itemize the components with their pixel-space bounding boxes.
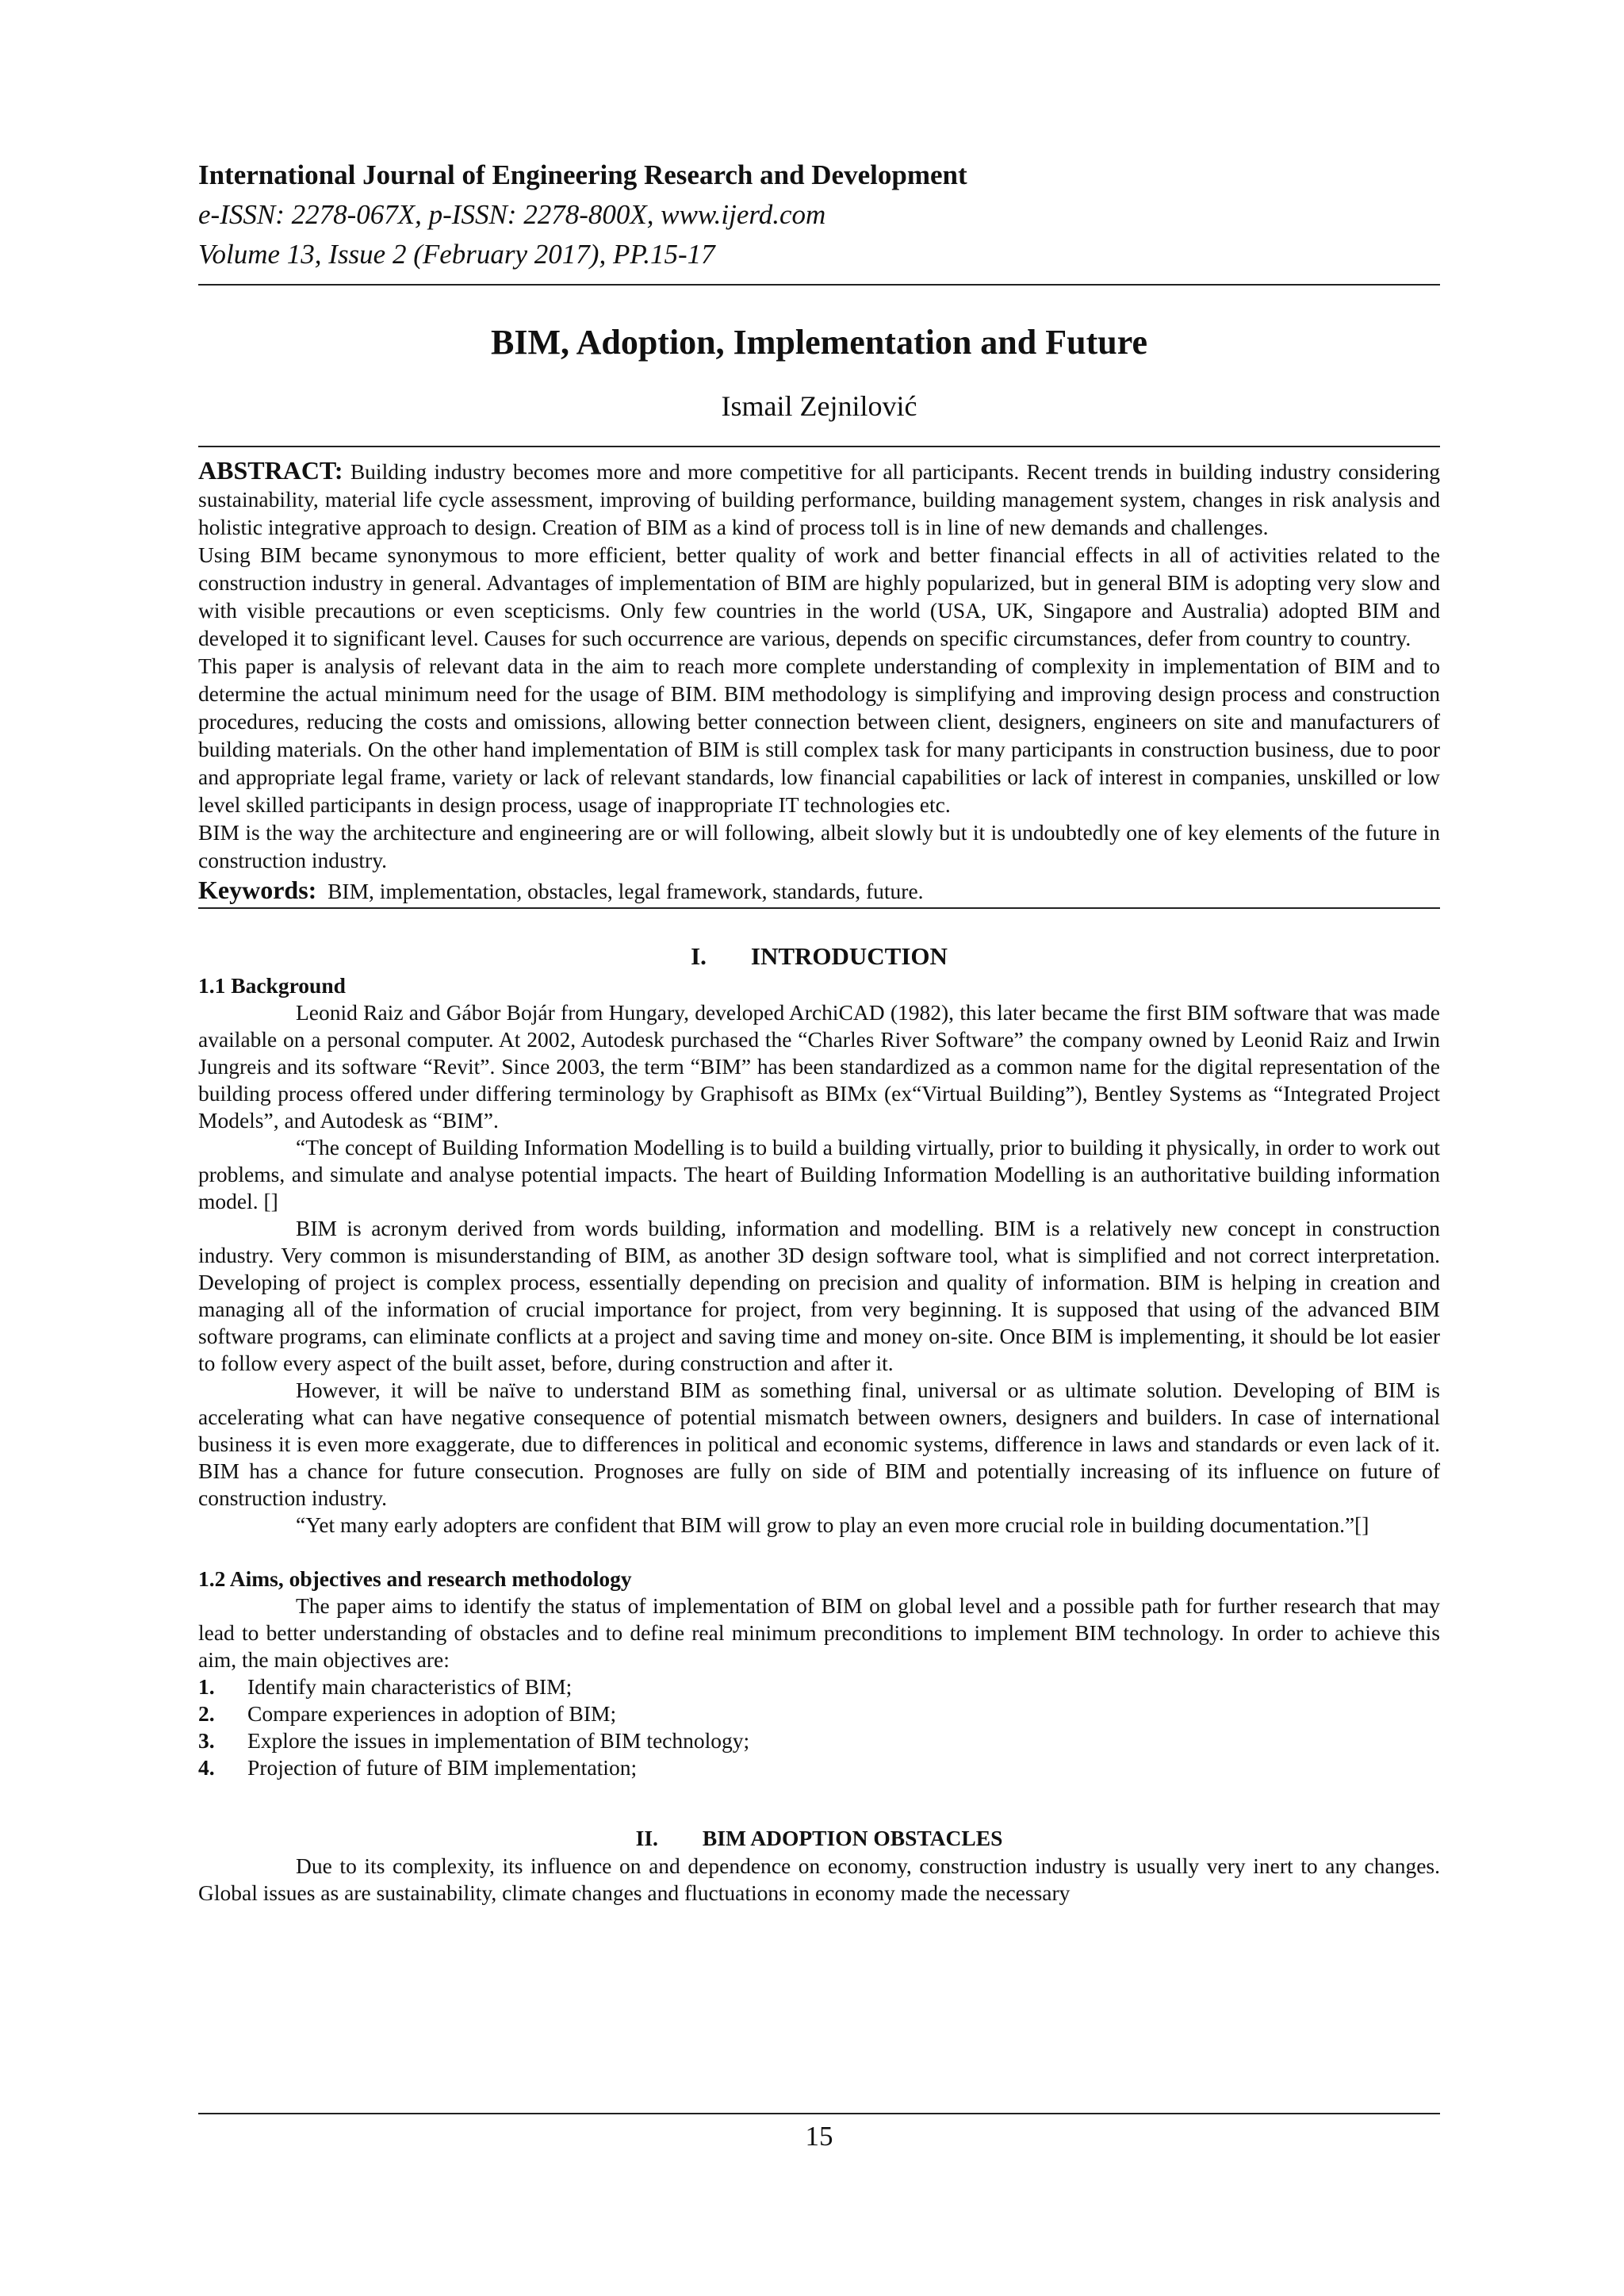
list-number: 2. (198, 1701, 215, 1726)
abstract (198, 457, 1440, 874)
section-number: II. (635, 1826, 658, 1850)
footer-divider (198, 2113, 1440, 2114)
body-paragraph: “The concept of Building Information Modelling is to build a building virtually, prior to building it physically, in order to work out problems, and simulate and analyse potential impacts. The heart of Building Information Modelling is an authoritative building information model. [] (198, 1135, 1440, 1213)
spacer (198, 1539, 1440, 1566)
section-title: BIM ADOPTION OBSTACLES (702, 1826, 1003, 1850)
list-text: Projection of future of BIM implementation; (247, 1755, 638, 1780)
body-paragraph: However, it will be naïve to understand BIM as something final, universal or as ultimate solution. Developing of BIM is accelerating what can have negative consequence of potential mismatch between owners, designers and builders. In case of international business it is even more exaggerate, due to differences in political and economic systems, difference in laws and standards or even lack of it. BIM has a chance for future consecution. Prognoses are fully on side of BIM and potentially increasing of its influence on future of construction industry. (198, 1378, 1440, 1510)
section-title: INTRODUCTION (750, 942, 948, 970)
abstract-paragraph: BIM is the way the architecture and engineering are or will following, albeit slowly but it is undoubtedly one of key elements of the future in construction industry. (198, 820, 1440, 872)
page-footer (198, 2113, 1440, 2154)
list-number: 3. (198, 1728, 215, 1753)
page-content (198, 155, 1440, 1907)
list-item (198, 1700, 1440, 1727)
abstract-paragraph: This paper is analysis of relevant data in the aim to reach more complete understanding of complexity in implementation of BIM and to determine the actual minimum need for the usage of BIM. BIM methodology is simplifying and improving design process and construction procedures, reducing the costs and omissions, allowing better connection between client, designers, engineers on site and manufacturers of building materials. On the other hand implementation of BIM is still complex task for many participants in construction business, due to poor and appropriate legal frame, variety or lack of relevant standards, low financial capabilities or lack of interest in companies, unskilled or low level skilled participants in design process, usage of inappropriate IT technologies etc. (198, 654, 1440, 817)
keywords-text: BIM, implementation, obstacles, legal framework, standards, future. (327, 879, 924, 903)
paper-title: BIM, Adoption, Implementation and Future (491, 323, 1147, 362)
abstract-bottom-divider (198, 907, 1440, 909)
keywords-label: Keywords: (198, 876, 317, 904)
body-paragraph: Due to its complexity, its influence on and dependence on economy, construction industry is usually very inert to any changes. Global issues as are sustainability, climate changes and fluctuations in economy made the necessary (198, 1853, 1440, 1905)
objectives-list (198, 1673, 1440, 1781)
list-item (198, 1727, 1440, 1754)
list-number: 4. (198, 1755, 215, 1780)
abstract-text: Building industry becomes more and more competitive for all participants. Recent trends in building industry considering sustainability, material life cycle assessment, improving of building performance, building management system, changes in risk analysis and holistic integrative approach to design. Creation of BIM as a kind of process toll is in line of new demands and challenges. (198, 459, 1441, 539)
subsection-heading-background: 1.1 Background (198, 973, 346, 998)
body-paragraph: BIM is acronym derived from words building, information and modelling. BIM is a relatively new concept in construction industry. Very common is misunderstanding of BIM, as another 3D design software tool, what is simplified and not correct interpretation. Developing of project is complex process, essentially depending on precision and quality of information. BIM is helping in creation and managing all of the information of crucial importance for project, from very beginning. It is supposed that using of the advanced BIM software programs, can eliminate conflicts at a project and saving time and money on-site. Once BIM is implementing, it should be lot easier to follow every aspect of the built asset, before, during construction and after it. (198, 1216, 1440, 1375)
abstract-paragraph (198, 457, 1440, 541)
journal-volume: Volume 13, Issue 2 (February 2017), PP.15-17 (198, 239, 715, 270)
section-heading-obstacles (198, 1824, 1440, 1853)
body-paragraph: Leonid Raiz and Gábor Bojár from Hungary, developed ArchiCAD (1982), this later became the first BIM software that was made available on a personal computer. At 2002, Autodesk purchased the “Charles River Software” the company owned by Leonid Raiz and Irwin Jungreis and its software “Revit”. Since 2003, the term “BIM” has been standardized as a common name for the digital representation of the building process offered under differing terminology by Graphisoft as BIMx (ex“Virtual Building”), Bentley Systems as “Integrated Project Models”, and Autodesk as “BIM”. (198, 1000, 1440, 1133)
section-heading-introduction (198, 941, 1440, 972)
body-paragraph: The paper aims to identify the status of implementation of BIM on global level and a possible path for further research that may lead to better understanding of obstacles and to define real minimum preconditions to implement BIM technology. In order to achieve this aim, the main objectives are: (198, 1593, 1440, 1672)
journal-header (198, 155, 1440, 274)
journal-issn: e-ISSN: 2278-067X, p-ISSN: 2278-800X, www.ijerd.com (198, 199, 826, 230)
section-number: I. (691, 942, 707, 970)
abstract-top-divider (198, 446, 1440, 447)
keywords (198, 874, 1440, 907)
list-text: Explore the issues in implementation of BIM technology; (247, 1728, 750, 1753)
page-number: 15 (805, 2121, 833, 2152)
paper-author: Ismail Zejnilović (721, 390, 917, 422)
abstract-label: ABSTRACT: (198, 456, 343, 485)
subsection-heading-aims: 1.2 Aims, objectives and research methodology (198, 1566, 632, 1591)
header-divider (198, 284, 1440, 286)
list-item (198, 1673, 1440, 1700)
list-number: 1. (198, 1674, 215, 1699)
journal-name: International Journal of Engineering Research and Development (198, 159, 967, 190)
body-paragraph: “Yet many early adopters are confident that BIM will grow to play an even more crucial role in building documentation.”[] (296, 1512, 1369, 1537)
list-item (198, 1754, 1440, 1781)
abstract-paragraph: Using BIM became synonymous to more efficient, better quality of work and better financial effects in all of activities related to the construction industry in general. Advantages of implementation of BIM are highly popularized, but in general BIM is adopting very slow and with visible precautions or even scepticisms. Only few countries in the world (USA, UK, Singapore and Australia) adopted BIM and developed it to significant level. Causes for such occurrence are various, depends on specific circumstances, defer from country to country. (198, 542, 1440, 650)
list-text: Compare experiences in adoption of BIM; (247, 1701, 617, 1726)
list-text: Identify main characteristics of BIM; (247, 1674, 573, 1699)
spacer (198, 1781, 1440, 1808)
